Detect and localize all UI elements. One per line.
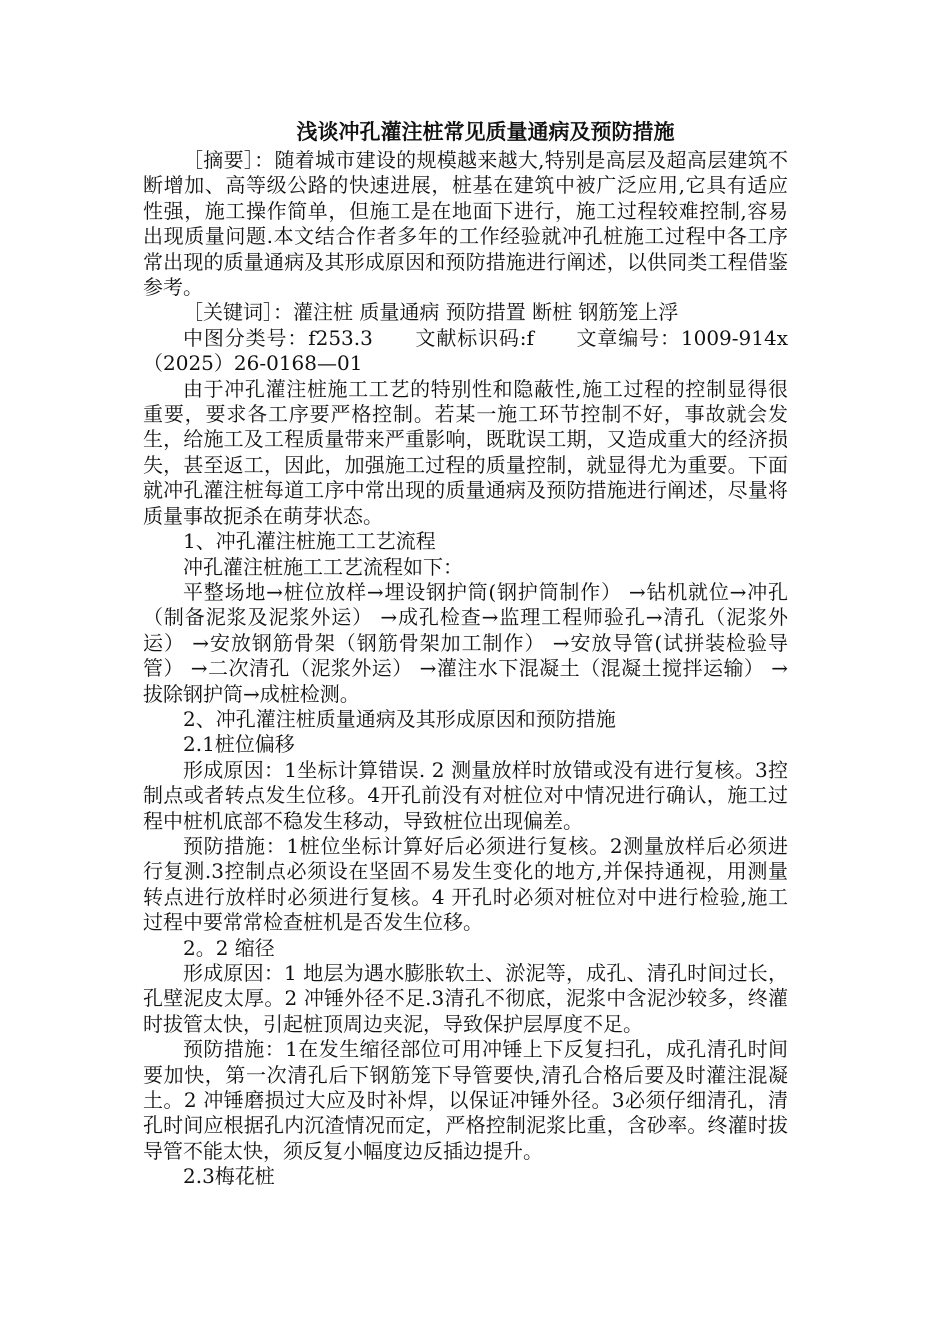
cause-paragraph-2-2: 形成原因：1 地层为遇水膨胀软土、淤泥等，成孔、清孔时间过长，孔壁泥皮太厚。2 冲锤外径不足.3清孔不彻底，泥浆中含泥沙较多，终灌时拔管太快，引起桩顶周边夹泥，导致保护层厚度不足。 bbox=[143, 961, 788, 1036]
process-flow-paragraph: 平整场地→桩位放样→埋设钢护筒(钢护筒制作） →钻机就位→冲孔（制备泥浆及泥浆外运） →成孔检查→监理工程师验孔→清孔（泥浆外运） →安放钢筋骨架（钢筋骨架加工制作） →安放导管(试拼装检验导管） →二次清孔（泥浆外运） →灌注水下混凝土（混凝土搅拌运输） →拔除钢护筒→成桩检测。 bbox=[143, 579, 788, 706]
process-intro-paragraph: 冲孔灌注桩施工工艺流程如下： bbox=[183, 554, 463, 579]
section-heading-1: 1、冲孔灌注桩施工工艺流程 bbox=[183, 529, 436, 554]
prevention-paragraph-2-2: 预防措施：1在发生缩径部位可用冲锤上下反复扫孔，成孔清孔时间要加快，第一次清孔后下钢筋笼下导管要快,清孔合格后要及时灌注混凝土。2 冲锤磨损过大应及时补焊，以保证冲锤外径。3必须仔细清孔，清孔时间应根据孔内沉渣情况而定，严格控制泥浆比重，含砂率。终灌时拔导管不能太快，须反复小幅度边反插边提升。 bbox=[143, 1037, 788, 1163]
article-title: 浅谈冲孔灌注桩常见质量通病及预防措施 bbox=[296, 120, 675, 144]
intro-paragraph: 由于冲孔灌注桩施工工艺的特别性和隐蔽性,施工过程的控制显得很重要，要求各工序要严格控制。若某一施工环节控制不好，事故就会发生，给施工及工程质量带来严重影响，既耽误工期，又造成重大的经济损失，甚至返工，因此，加强施工过程的质量控制，就显得尤为重要。下面就冲孔灌注桩每道工序中常出现的质量通病及预防措施进行阐述，尽量将质量事故扼杀在萌芽状态。 bbox=[143, 376, 788, 528]
subsection-heading-2-1: 2.1桩位偏移 bbox=[183, 732, 295, 757]
subsection-heading-2-3: 2.3梅花桩 bbox=[183, 1164, 275, 1189]
classification-paragraph: 中图分类号：f253.3 文献标识码:f 文章编号：1009-914x（2025）26-0168—01 bbox=[143, 325, 788, 376]
keywords-paragraph: ［关键词］：灌注桩 质量通病 预防措置 断桩 钢筋笼上浮 bbox=[183, 300, 679, 325]
section-heading-2: 2、冲孔灌注桩质量通病及其形成原因和预防措施 bbox=[183, 706, 616, 731]
document-page bbox=[143, 118, 788, 1190]
subsection-heading-2-2: 2。2 缩径 bbox=[183, 935, 275, 960]
cause-paragraph-2-1: 形成原因：1坐标计算错误. 2 测量放样时放错或没有进行复核。3控制点或者转点发生位移。4开孔前没有对桩位对中情况进行确认，施工过程中桩机底部不稳发生移动，导致桩位出现偏差。 bbox=[143, 757, 788, 833]
prevention-paragraph-2-1: 预防措施：1桩位坐标计算好后必须进行复核。2测量放样后必须进行复测.3控制点必须设在坚固不易发生变化的地方,并保持通视，用测量转点进行放样时必须进行复核。4 开孔时必须对桩位对中进行检验,施工过程中要常常检查桩机是否发生位移。 bbox=[143, 833, 788, 935]
abstract-paragraph: ［摘要］：随着城市建设的规模越来越大,特别是高层及超高层建筑不断增加、高等级公路的快速进展，桩基在建筑中被广泛应用,它具有适应性强，施工操作简单，但施工是在地面下进行，施工过程较难控制,容易出现质量问题.本文结合作者多年的工作经验就冲孔桩施工过程中各工序常出现的质量通病及其形成原因和预防措施进行阐述，以供同类工程借鉴参考。 bbox=[143, 148, 788, 300]
